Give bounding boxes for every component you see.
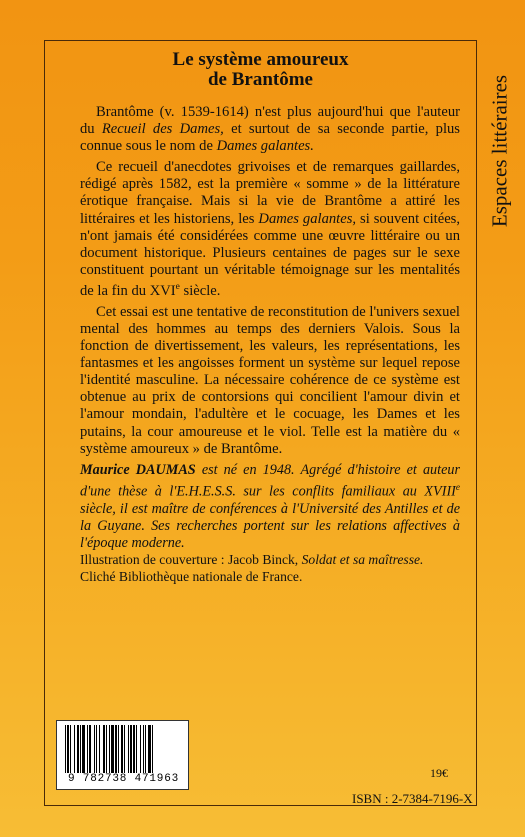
series-title-vertical <box>482 36 518 266</box>
book-title-line2: de Brantôme <box>207 69 313 90</box>
blurb-paragraph-3: Cet essai est une tentative de reconstitution de l'univers sexuel mental des hommes au temps des derniers Valois. Sous la fonction de divertissement, les valeurs, les représentations, les fantasmes et les angoisses forment un système sur lequel repose l'identité masculine. La nécessaire cohérence de ce système est obtenue au prix de contorsions qui concilient l'amour divin et l'amour mondain, l'adultère et le cocuage, les Dames et les putains, la cour amoureuse et le viol. Telle est la matière du « système amoureux » de Brantôme. <box>80 303 460 457</box>
isbn: ISBN : 2-7384-7196-X <box>352 791 473 806</box>
book-title-line1: Le système amoureux <box>172 49 349 70</box>
price: 19€ <box>430 766 448 780</box>
barcode-digits: 9 782738 471963 <box>67 773 180 785</box>
book-title <box>44 50 477 90</box>
cover-credit: Illustration de couverture : Jacob Binck, Soldat et sa maîtresse. Cliché Bibliothèque nationale de France. <box>80 552 424 584</box>
blurb-paragraph-1: Brantôme (v. 1539-1614) n'est plus aujourd'hui que l'auteur du Recueil des Dames, et surtout de sa seconde partie, plus connue sous le nom de Dames galantes. <box>80 104 460 155</box>
barcode <box>56 720 189 790</box>
blurb <box>80 104 460 458</box>
blurb-paragraph-2: Ce recueil d'anecdotes grivoises et de remarques gaillardes, rédigé après 1582, est la première « somme » de la littérature érotique française. Mais si la vie de Brantôme a attiré les littéraires et les historiens, les Dames galantes, si souvent citées, n'ont jamais été considérées comme une œuvre littéraire ou un document historique. Plusieurs centaines de pages sur le sexe constituent pourtant un véritable témoignage sur les mentalités de la fin du XVIe siècle. <box>80 159 460 299</box>
barcode-bars <box>65 725 182 773</box>
series-title: Espaces littéraires <box>487 74 512 228</box>
author-bio: Maurice DAUMAS est né en 1948. Agrégé d'histoire et auteur d'une thèse à l'E.H.E.S.S. sur les conflits familiaux au XVIIIe siècle, il est maître de conférences à l'Université des Antilles et de la Guyane. Ses recherches portent sur les relations affectives à l'époque moderne. <box>80 462 460 552</box>
